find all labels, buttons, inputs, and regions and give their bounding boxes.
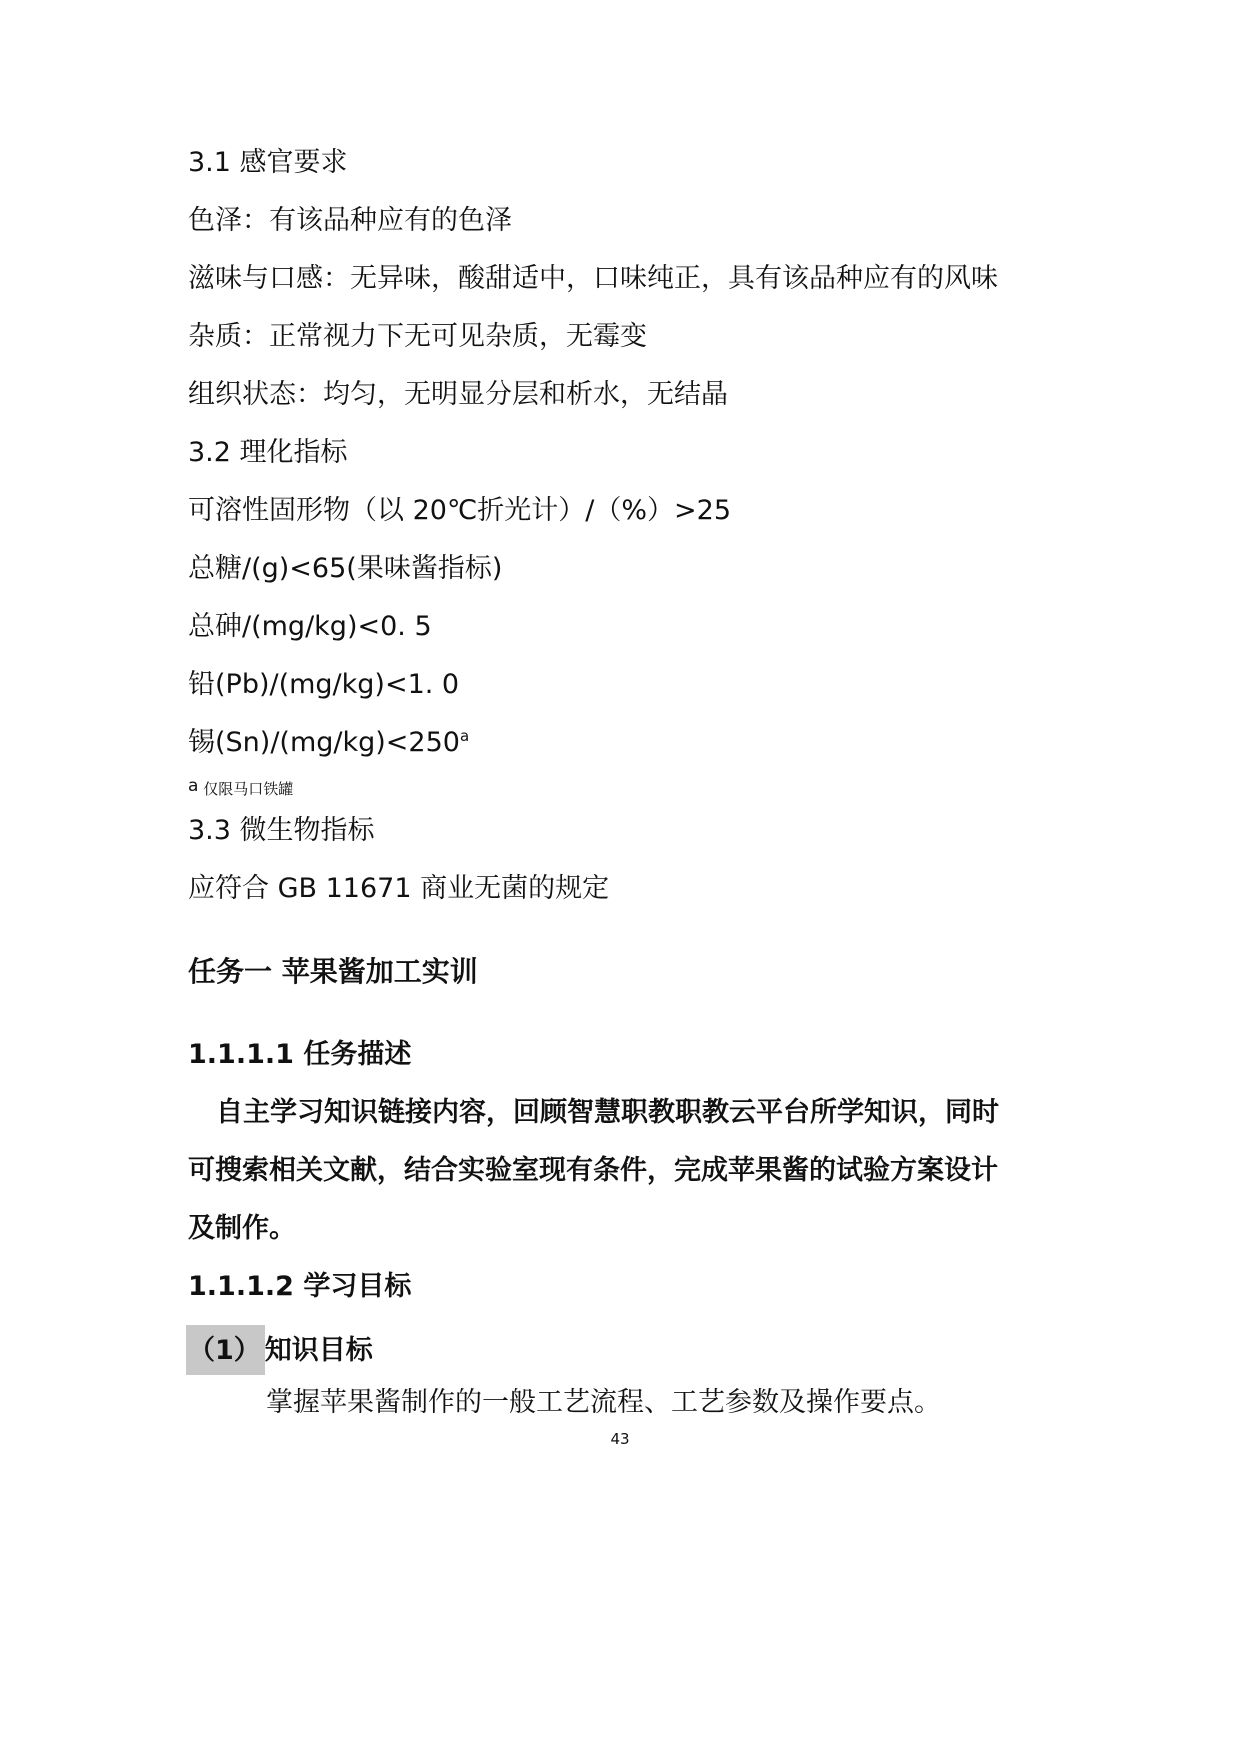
task-description-heading: 1.1.1.1 任务描述 — [188, 1039, 412, 1070]
lead-limit: 铅(Pb)/(mg/kg)<1. 0 — [188, 669, 460, 700]
section-3-1-heading: 3.1 感官要求 — [188, 147, 348, 178]
footnote-text: 仅限马口铁罐 — [203, 780, 294, 798]
sensory-color: 色泽：有该品种应有的色泽 — [188, 205, 512, 236]
task-description-line-2: 可搜索相关文献，结合实验室现有条件，完成苹果酱的试验方案设计 — [188, 1155, 998, 1186]
soluble-solids: 可溶性固形物（以 20℃折光计）/（%）>25 — [188, 495, 731, 526]
microbial-requirement: 应符合 GB 11671 商业无菌的规定 — [188, 873, 610, 904]
knowledge-objective-heading — [188, 1325, 373, 1375]
footnote — [188, 774, 293, 801]
sensory-texture: 组织状态：均匀，无明显分层和析水，无结晶 — [188, 379, 728, 410]
knowledge-marker: （1） — [186, 1325, 265, 1375]
knowledge-objective-text: 掌握苹果酱制作的一般工艺流程、工艺参数及操作要点。 — [266, 1387, 941, 1418]
knowledge-label: 知识目标 — [264, 1335, 373, 1366]
section-3-3-heading: 3.3 微生物指标 — [188, 815, 375, 846]
tin-footnote-mark: a — [459, 727, 470, 745]
learning-objectives-heading: 1.1.1.2 学习目标 — [188, 1271, 412, 1302]
section-3-2-heading: 3.2 理化指标 — [188, 437, 348, 468]
total-arsenic: 总砷/(mg/kg)<0. 5 — [188, 611, 432, 642]
task-title: 任务一 苹果酱加工实训 — [188, 955, 478, 988]
total-sugar: 总糖/(g)<65(果味酱指标) — [188, 553, 503, 584]
tin-limit-line — [188, 723, 469, 763]
tin-limit: 锡(Sn)/(mg/kg)<250 — [188, 727, 460, 758]
task-description-line-3: 及制作。 — [188, 1213, 296, 1244]
task-description-line-1: 自主学习知识链接内容，回顾智慧职教职教云平台所学知识，同时 — [216, 1097, 999, 1128]
page-number: 43 — [610, 1430, 630, 1448]
footnote-mark: a — [188, 776, 199, 796]
sensory-impurities: 杂质：正常视力下无可见杂质，无霉变 — [188, 321, 647, 352]
sensory-taste: 滋味与口感：无异味，酸甜适中，口味纯正，具有该品种应有的风味 — [188, 263, 998, 294]
